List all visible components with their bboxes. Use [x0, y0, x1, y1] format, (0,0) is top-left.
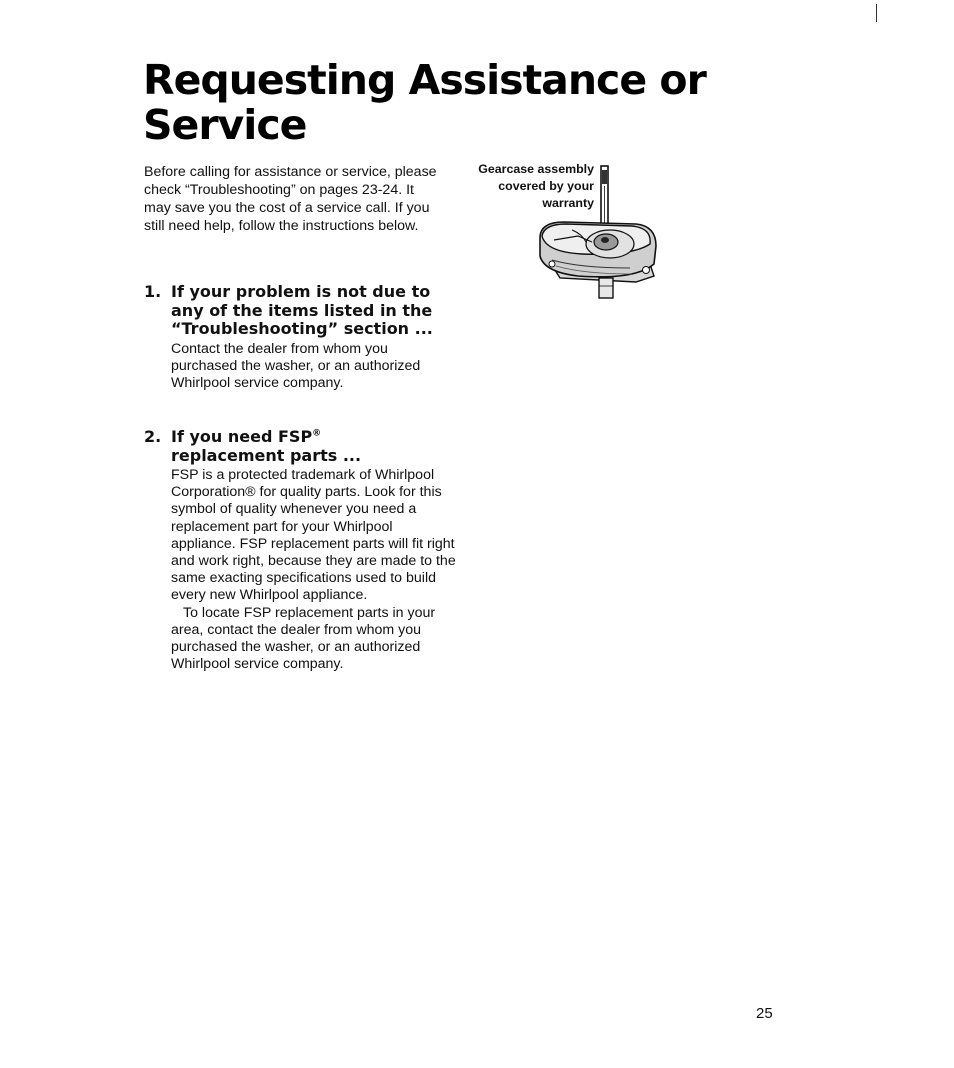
- section-problem-not-listed: [144, 283, 454, 392]
- section-paragraph: FSP is a protected trademark of Whirlpool Corporation® for quality parts. Look for this symbol of quality whenever you need a replacement part for your Whirlpool appliance. FSP replacement parts will fit right and work right, because they are made to the same exacting specifications used to build every new Whirlpool appliance.: [171, 467, 456, 604]
- heading-part: replacement parts ...: [171, 445, 362, 465]
- section-fsp-parts: [144, 428, 454, 673]
- section-body: [171, 341, 454, 393]
- registered-mark: ®: [312, 428, 322, 439]
- section-number: 2.: [144, 427, 162, 446]
- section-paragraph: To locate FSP replacement parts in your area, contact the dealer from whom you purchased the washer, or an authorized Whirlpool service company.: [171, 604, 436, 673]
- section-heading-text: [171, 428, 454, 465]
- intro-paragraph: Before calling for assistance or service, please check “Troubleshooting” on pages 23-24. It may save you the cost of a service call. If you still need help, follow the instructions below.: [144, 164, 437, 234]
- section-paragraph: Contact the dealer from whom you purchased the washer, or an authorized Whirlpool service company.: [171, 340, 421, 391]
- section-heading: [144, 283, 454, 339]
- page-title: Requesting Assistance or Service: [143, 56, 706, 149]
- page-edge-mark: [876, 4, 877, 22]
- gearcase-figure: [460, 160, 670, 310]
- heading-part: If you need FSP: [171, 427, 313, 446]
- section-heading-text: If your problem is not due to any of the items listed in the “Troubleshooting” section ...: [171, 282, 433, 338]
- section-heading: [144, 428, 454, 465]
- section-body: [171, 467, 461, 673]
- figure-caption: Gearcase assembly covered by your warranty: [478, 162, 594, 210]
- section-number: 1.: [144, 282, 162, 301]
- page-number: 25: [756, 1005, 773, 1022]
